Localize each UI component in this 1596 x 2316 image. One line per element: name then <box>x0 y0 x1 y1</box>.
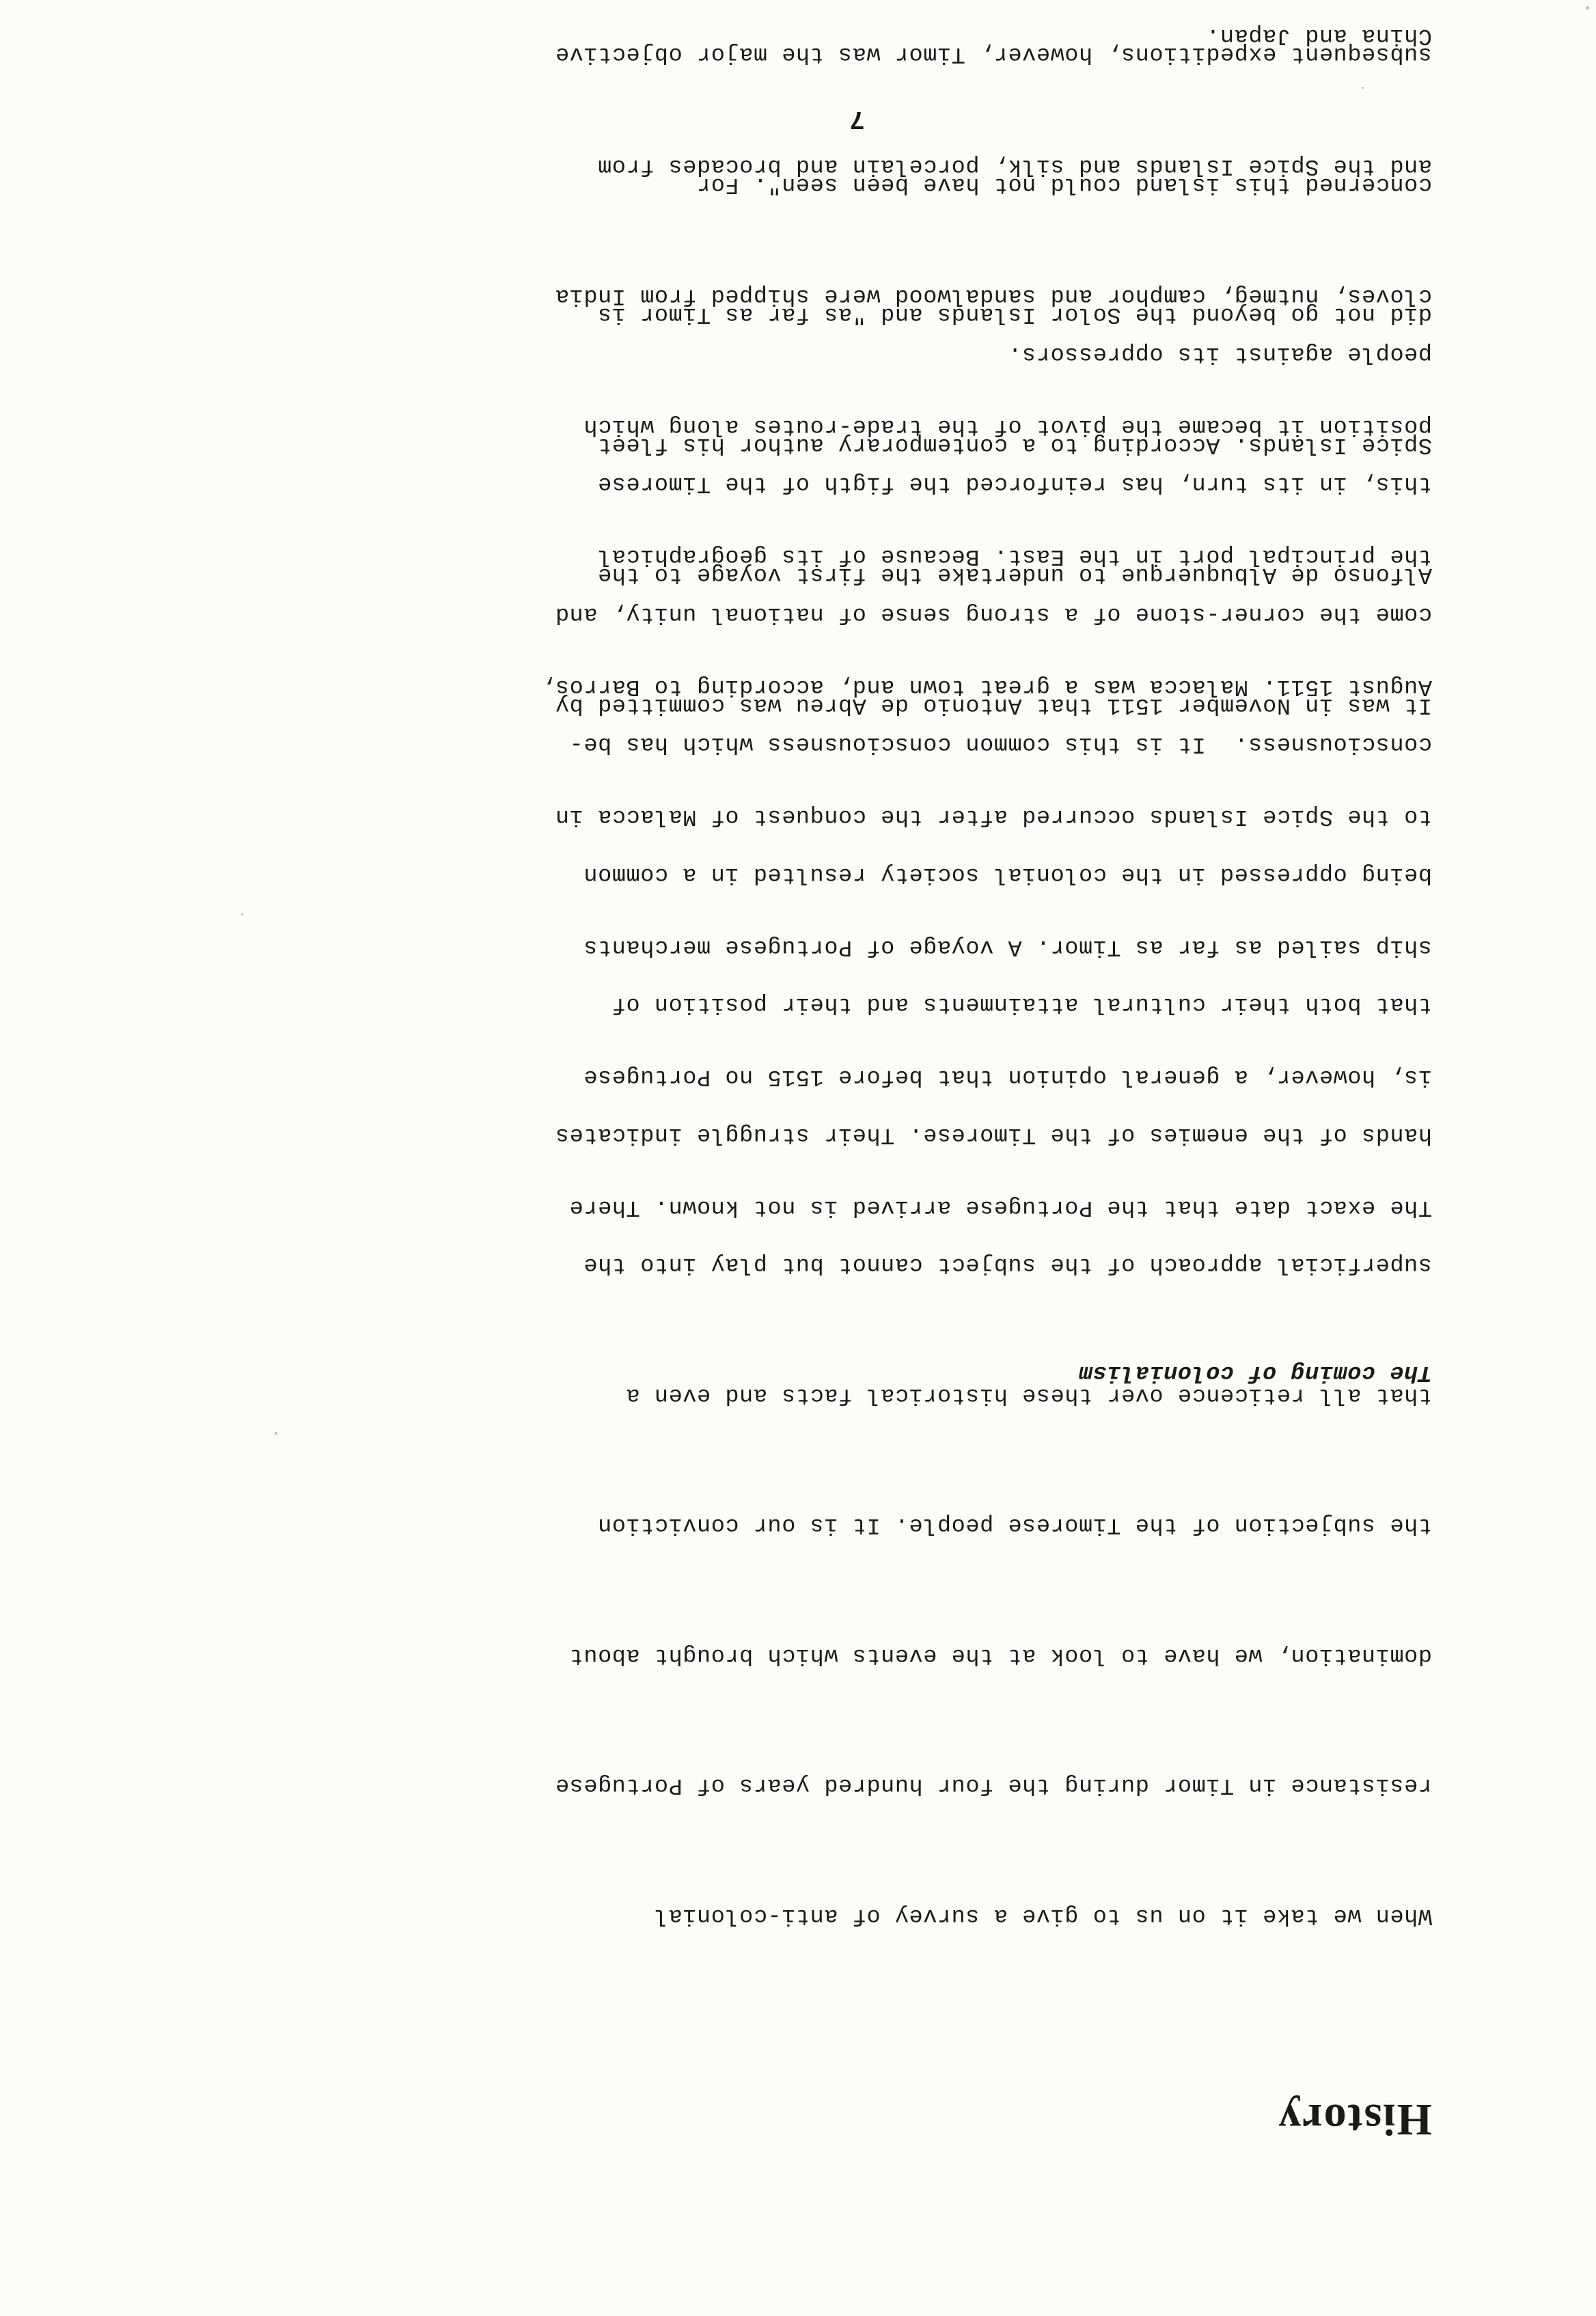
text-line: hands of the enemies of the Timorese. Their struggle indicates <box>555 1122 1432 1148</box>
text-line: did not go beyond the Solor Islands and "as far as Timor is <box>597 301 1432 328</box>
text-line: is, however, a general opinion that before 1515 no Portugese <box>583 1064 1432 1090</box>
text-line: and the Spice Islands and silk, porcelain and brocades from <box>597 153 1432 179</box>
text-line: August 1511. Malacca was a great town and, according to Barros, <box>540 674 1432 700</box>
text-line: that all reticence over these historical facts and even a <box>625 1382 1432 1408</box>
text-line: people against its oppressors. <box>1007 341 1432 367</box>
text-line: concerned this island could not have been seen". For <box>696 171 1432 197</box>
text-line: Alfonso de Albuquerque to undertake the first voyage to the <box>597 562 1432 588</box>
page-number: 7 <box>849 104 865 133</box>
scan-speck <box>241 913 243 915</box>
text-line: being oppressed in the colonial society resulted in a common <box>583 861 1432 887</box>
scan-speck <box>1586 6 1589 10</box>
text-line: The exact date that the Portugese arrived is not known. There <box>569 1194 1432 1220</box>
scan-speck <box>1362 87 1364 89</box>
text-line: ship sailed as far as Timor. A voyage of Portugese merchants <box>583 934 1432 960</box>
text-line: position it became the pivot of the trade-routes along which <box>583 413 1432 439</box>
text-line: China and Japan. <box>1205 23 1432 49</box>
scan-speck <box>275 1432 277 1435</box>
text-line: subsequent expeditions, however, Timor was the major objective <box>555 41 1432 68</box>
text-line: When we take it on us to give a survey of anti-colonial <box>654 1903 1432 1929</box>
text-line: domination, we have to look at the events which brought about <box>569 1642 1432 1668</box>
text-line: come the corner-stone of a strong sense of national unity, and <box>555 601 1432 627</box>
text-line: this, in its turn, has reinforced the figth of the Timorese <box>597 471 1432 497</box>
page-heading: History <box>1277 2095 1432 2145</box>
text-line: consciousness. It is this common consciousness which has be- <box>569 731 1432 758</box>
text-line: Spice Islands. According to a contemporary author his fleet <box>597 432 1432 458</box>
text-line: cloves, nutmeg, camphor and sandalwood were shipped from India <box>555 283 1432 309</box>
text-line: It was in November 1511 that Antonio de Abreu was committed by <box>555 692 1432 718</box>
text-line: superficial approach of the subject cannot but play into the <box>583 1252 1432 1278</box>
text-line: the subjection of the Timorese people. It is our conviction <box>597 1512 1432 1539</box>
text-line: to the Spice Islands occurred after the conquest of Malacca in <box>555 803 1432 830</box>
text-line: the principal port in the East. Because of its geographical <box>597 543 1432 570</box>
text-line: that both their cultural attainments and their position of <box>611 991 1432 1018</box>
paragraph-first-voyage <box>555 0 1432 813</box>
text-line: resistance in Timor during the four hundred years of Portugese <box>555 1772 1432 1799</box>
section-subheading: The coming of colonialism <box>1078 1360 1432 1386</box>
